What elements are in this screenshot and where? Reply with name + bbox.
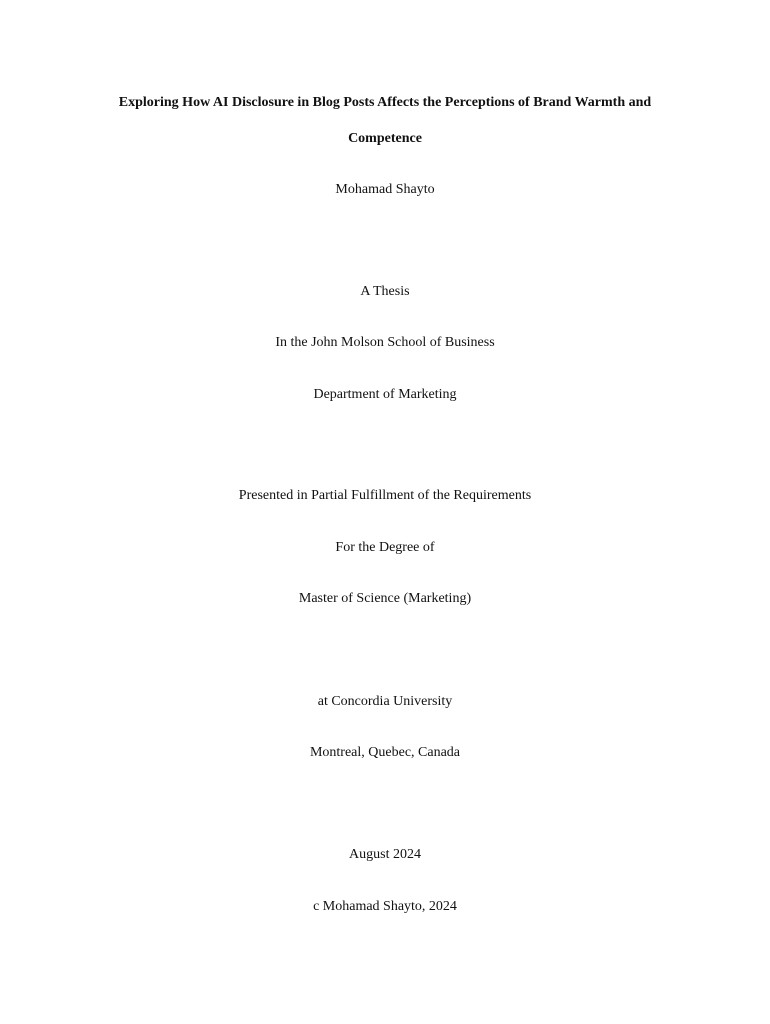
location: Montreal, Quebec, Canada: [309, 745, 461, 760]
school-name: In the John Molson School of Business: [275, 335, 495, 350]
thesis-title-line-1: Exploring How AI Disclosure in Blog Posts Affects the Perceptions of Brand Warmth and: [118, 95, 652, 110]
presented-statement: Presented in Partial Fulfillment of the Requirements: [238, 488, 532, 503]
degree-intro: For the Degree of: [335, 540, 435, 555]
submission-date: August 2024: [349, 847, 421, 862]
university-name: at Concordia University: [317, 694, 453, 709]
thesis-title-line-2: Competence: [348, 131, 422, 146]
degree-name: Master of Science (Marketing): [298, 591, 472, 606]
copyright-notice: c Mohamad Shayto, 2024: [313, 899, 457, 914]
thesis-type: A Thesis: [360, 284, 410, 299]
author-name: Mohamad Shayto: [335, 182, 435, 197]
department-name: Department of Marketing: [313, 387, 457, 402]
